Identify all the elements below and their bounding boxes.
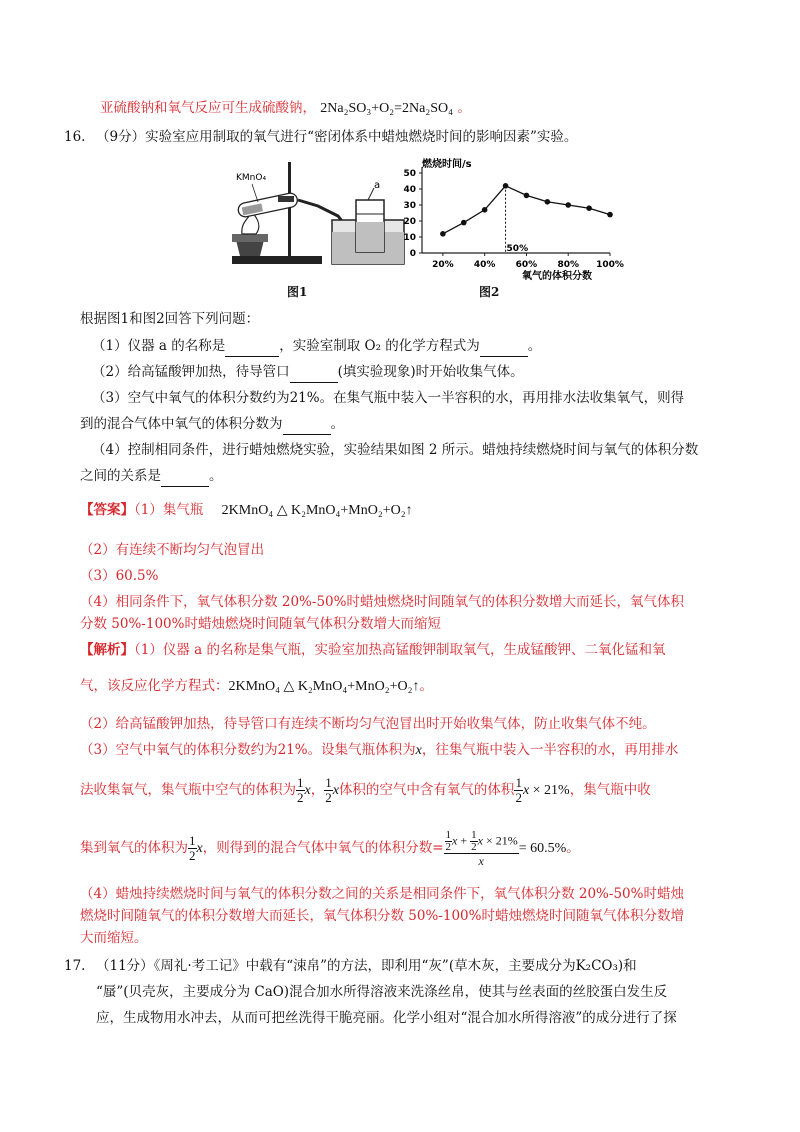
prev-answer-end: 。 <box>457 100 471 116</box>
analysis-p3-3b: ，则得到的混合气体中氧气的体积分数= <box>202 840 444 856</box>
prev-answer-line <box>100 98 471 119</box>
answer-4-line1: （4）相同条件下，氧气体积分数 20%-50%时蜡烛燃烧时间随氧气的体积分数增大而延长，氧气体积 <box>80 594 684 610</box>
analysis-result: = 60.5% <box>518 841 567 856</box>
analysis-p3-2c: 体积的空气中含有氧气的体积 <box>338 782 515 798</box>
analysis-p1-2: 气，该反应化学方程式： <box>80 678 229 694</box>
analysis-p3-2b: ， <box>310 782 325 798</box>
chart-point <box>482 207 488 213</box>
q17-line1: （11分）《周礼·考工记》中载有“涑帛”的方法，即利用“灰”(草木灰，主要成分为K₂CO₃)和 <box>96 958 637 974</box>
chart-x-tick-label: 20% <box>432 260 454 270</box>
answer-1: （1）集气瓶 <box>134 502 204 518</box>
answer-line1 <box>80 500 413 521</box>
chart-xlabel: 氧气的体积分数 <box>522 271 592 282</box>
analysis-p1-3: 。 <box>419 678 433 694</box>
q16-item1-a: （1）仪器 a 的名称是 <box>92 338 226 354</box>
answer-3: （3）60.5% <box>80 568 159 584</box>
figure1-caption: 图1 <box>287 285 308 299</box>
prev-answer-text: 亚硫酸钠和氧气反应可生成硫酸钠， <box>100 100 316 116</box>
q16-item3-line2 <box>80 414 344 435</box>
q17-line2: “蜃”(贝壳灰，主要成分为 CaO)混合加水所得溶液来洗涤丝帛，使其与丝表面的丝胶蛋白发生反 <box>96 984 668 1000</box>
q16-item3-line1: （3）空气中氧气的体积分数约为21%。在集气瓶中装入一半容积的水，再用排水法收集氧气，则得 <box>92 390 685 406</box>
chart-x-tick-label: 80% <box>557 260 579 270</box>
q16-prompt: 根据图1和图2回答下列问题： <box>80 311 260 327</box>
chart-y-tick-label: 0 <box>409 249 416 259</box>
q16-item2-b: (填实验现象)时开始收集气体。 <box>337 364 524 380</box>
q16-item4-b: 之间的关系是 <box>80 468 161 484</box>
q17-line3: 应，生成物用水冲去，从而可把丝洗得干脆亮丽。化学小组对“混合加水所得溶液”的成分进行了探 <box>96 1010 677 1026</box>
figure2-chart <box>392 155 624 285</box>
blank-4[interactable] <box>161 466 209 487</box>
analysis-p3-line1: （3）空气中氧气的体积分数约为21%。设集气瓶体积为x，往集气瓶中装入一半容积的水，再用排水 <box>80 742 679 758</box>
q16-item3-c: 。 <box>330 416 344 432</box>
q16-item2-a: （2）给高锰酸钾加热，待导管口 <box>92 364 290 380</box>
answer-2: （2）有连续不断均匀气泡冒出 <box>80 542 265 558</box>
analysis-p1-1: （1）仪器 a 的名称是集气瓶，实验室加热高锰酸钾制取氧气，生成锰酸钾、二氧化锰和氧 <box>134 642 666 658</box>
chart-y-tick-label: 20 <box>403 217 416 227</box>
chart-annotation-label: 50% <box>506 244 529 254</box>
figure2-caption: 图2 <box>479 285 500 299</box>
chart-point <box>461 220 467 226</box>
analysis-p3-3a: 集到氧气的体积为 <box>80 840 188 856</box>
q16-item1-b: ，实验室制取 O₂ 的化学方程式为 <box>279 338 480 354</box>
chart-x-tick-label: 40% <box>473 260 496 270</box>
kmno4-label: KMnO₄ <box>236 173 267 183</box>
analysis-p2: （2）给高锰酸钾加热，待导管口有连续不断均匀气泡冒出时开始收集气体，防止收集气体不纯。 <box>80 716 656 732</box>
q16-item1-c: 。 <box>527 338 542 354</box>
q16-item3-b: 到的混合气体中氧气的体积分数为 <box>80 416 283 432</box>
analysis-line1 <box>80 640 665 660</box>
analysis-p3-line2: 法收集氧气，集气瓶中空气的体积为 $\frac{1}{2}$ x， $\frac{1}{2}$ x体积的空气中含有氧气的体积 $\frac{1}{2}$ x × 21%，集气瓶中收 <box>80 775 651 805</box>
analysis-p3-2a: 法收集氧气，集气瓶中空气的体积为 <box>80 782 296 798</box>
blank-1b[interactable] <box>480 336 528 357</box>
analysis-p3-3c: 。 <box>566 840 580 856</box>
jar-a-label: a <box>374 180 381 191</box>
analysis-p4-line3: 大而缩短。 <box>80 930 148 946</box>
sulfite-equation: 2Na₂SO₃+O₂=2Na₂SO₄ <box>320 101 454 116</box>
chart-point <box>586 205 592 211</box>
figure1-apparatus <box>228 160 408 270</box>
chart-point <box>545 199 551 205</box>
q16-item4-line1: （4）控制相同条件，进行蜡烛燃烧实验，实验结果如图 2 所示。蜡烛持续燃烧时间与氧气的体积分数 <box>92 442 699 458</box>
q16-item2 <box>92 362 524 383</box>
analysis-p4-line1: （4）蜡烛持续燃烧时间与氧气的体积分数之间的关系是相同条件下，氧气体积分数 20%-50%时蜡烛 <box>80 886 684 902</box>
chart-point <box>440 231 446 237</box>
chart-y-tick-label: 10 <box>403 233 416 243</box>
blank-1a[interactable] <box>225 336 279 357</box>
answer-4-line2: 分数 50%-100%时蜡烛燃烧时间随氧气体积分数增大而缩短 <box>80 616 441 632</box>
analysis-line2 <box>80 676 433 697</box>
chart-y-tick-label: 40 <box>403 185 416 195</box>
chart-point <box>524 193 530 199</box>
q17-number: 17. <box>64 958 86 974</box>
q16-intro: （9分）实验室应用制取的氧气进行“密闭体系中蜡烛燃烧时间的影响因素”实验。 <box>96 129 578 145</box>
chart-ylabel: 燃烧时间/s <box>422 159 472 170</box>
chart-y-tick-label: 50 <box>403 169 416 179</box>
analysis-p3-1a: （3）空气中氧气的体积分数约为21%。设集气瓶体积为 <box>80 742 416 758</box>
q16-number: 16. <box>64 129 86 145</box>
analysis-p4-line2: 燃烧时间随氧气的体积分数增大而延长，氧气体积分数 50%-100%时蜡烛燃烧时间随氧气体积分数增 <box>80 908 684 924</box>
chart-x-tick-label: 60% <box>515 260 538 270</box>
analysis-tag: 【解析】 <box>80 642 134 658</box>
q16-item4-line2 <box>80 466 223 487</box>
analysis-equation: 2KMnO₄ △ K₂MnO₄+MnO₂+O₂↑ <box>228 679 420 694</box>
answer-tag: 【答案】 <box>80 502 134 518</box>
chart-point <box>607 212 613 218</box>
answer-equation: 2KMnO₄ △ K₂MnO₄+MnO₂+O₂↑ <box>221 503 413 518</box>
chart-point <box>565 202 571 208</box>
analysis-p3-line3: 集到氧气的体积为 $\frac{1}{2}$ x，则得到的混合气体中氧气的体积分数= $\frac{1}{2}$ x + $\frac{1}{2}$ x × 21% x = 60.5%。 <box>80 828 580 868</box>
analysis-p3-1b: ，往集气瓶中装入一半容积的水，再用排水 <box>421 742 679 758</box>
analysis-p3-2d: ，集气瓶中收 <box>569 782 651 798</box>
blank-2[interactable] <box>290 362 338 383</box>
chart-x-tick-label: 100% <box>596 260 624 270</box>
q16-item1 <box>92 336 541 357</box>
blank-3[interactable] <box>283 414 331 435</box>
chart-y-tick-label: 30 <box>403 201 416 211</box>
q16-item4-c: 。 <box>209 468 223 484</box>
